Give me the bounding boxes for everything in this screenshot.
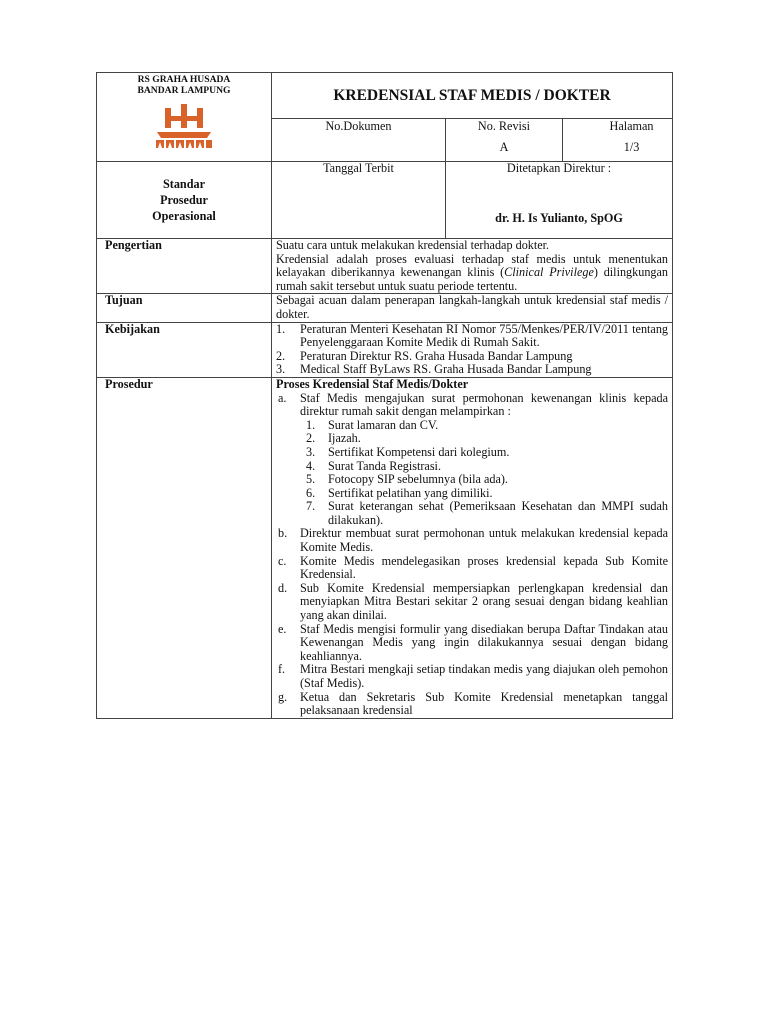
kebijakan-item-text: Peraturan Direktur RS. Graha Husada Bandar Lampung (300, 348, 573, 363)
step-letter: a. (278, 390, 287, 405)
step-letter: g. (278, 689, 288, 704)
prosedur-step (276, 527, 668, 554)
tujuan-text: Sebagai acuan dalam penerapan langkah-langkah untuk kredensial staf medis / dokter. (272, 294, 673, 322)
prosedur-heading: Proses Kredensial Staf Medis/Dokter (276, 376, 469, 391)
kebijakan-item-number: 2. (276, 348, 286, 363)
step-text: Sub Komite Kredensial mempersiapkan perlengkapan kredensial dan menyiapkan Mitra Bestari sekitar 2 orang sesuai dengan bidang keahlian yang akan dinilai. (300, 580, 669, 623)
pengertian-text-b: ) dilingkungan rumah sakit tersebut untuk suatu periode tertentu. (276, 265, 669, 293)
hospital-logo-icon (153, 102, 215, 150)
prosedur-content (272, 377, 673, 718)
step-letter: e. (278, 621, 287, 636)
hospital-header-cell (97, 73, 272, 162)
kebijakan-content (272, 322, 673, 377)
pengertian-content (272, 239, 673, 294)
spo-line3: Operasional (152, 209, 216, 223)
clinical-privilege-term: Clinical Privilege (504, 265, 594, 280)
step-text: Komite Medis mendelegasikan proses kredensial kepada Sub Komite Kredensial. (300, 553, 669, 582)
document-item (300, 446, 668, 460)
ditetapkan-label: Ditetapkan Direktur : (506, 161, 612, 175)
step-text: Staf Medis mengisi formulir yang disediakan berupa Daftar Tindakan atau Kewenangan Medis yang ingin dilakukannya sesuai dengan bidang keahliannya. (300, 621, 669, 663)
prosedur-step (276, 623, 668, 664)
kebijakan-item-number: 1. (276, 321, 286, 336)
document-number: 4. (306, 458, 316, 473)
halaman-label: Halaman (609, 119, 654, 133)
spo-cell (97, 162, 272, 239)
spo-line2: Prosedur (160, 193, 208, 207)
document-item (300, 460, 668, 474)
document-number: 2. (306, 431, 316, 446)
kebijakan-item (276, 323, 668, 350)
no-dokumen-label: No.Dokumen (325, 119, 392, 133)
halaman-cell (563, 119, 673, 162)
prosedur-steps (276, 392, 668, 718)
kebijakan-label: Kebijakan (97, 322, 272, 377)
document-text: Surat keterangan sehat (Pemeriksaan Kesehatan dan MMPI sudah dilakukan). (328, 499, 669, 527)
step-letter: b. (278, 526, 288, 541)
no-dokumen-cell (272, 119, 446, 162)
spo-line1: Standar (163, 177, 205, 191)
document-number: 5. (306, 472, 316, 487)
pengertian-paragraph2 (276, 253, 668, 294)
tanggal-terbit-cell (272, 162, 446, 239)
step-text: Ketua dan Sekretaris Sub Komite Kredensial menetapkan tanggal pelaksanaan kredensial (300, 689, 669, 718)
tanggal-terbit-label: Tanggal Terbit (323, 161, 394, 175)
sop-document-table (96, 72, 673, 719)
prosedur-step (276, 392, 668, 528)
kebijakan-item-number: 3. (276, 362, 286, 377)
kebijakan-item (276, 350, 668, 364)
no-revisi-label: No. Revisi (477, 119, 531, 133)
document-text: Fotocopy SIP sebelumnya (bila ada). (328, 472, 508, 487)
hospital-name-line2: BANDAR LAMPUNG (137, 84, 231, 96)
document-number: 6. (306, 485, 316, 500)
prosedur-step (276, 663, 668, 690)
document-item (300, 473, 668, 487)
prosedur-step (276, 582, 668, 623)
step-text: Mitra Bestari mengkaji setiap tindakan medis yang diajukan oleh pemohon (Staf Medis). (300, 662, 669, 690)
document-item (300, 487, 668, 501)
document-item (300, 500, 668, 527)
document-text: Sertifikat Kompetensi dari kolegium. (328, 444, 510, 459)
kebijakan-item-text: Medical Staff ByLaws RS. Graha Husada Bandar Lampung (300, 362, 592, 377)
prosedur-step (276, 691, 668, 718)
halaman-value: 1/3 (623, 140, 640, 154)
document-text: Sertifikat pelatihan yang dimiliki. (328, 485, 493, 500)
document-item (300, 432, 668, 446)
prosedur-label: Prosedur (97, 377, 272, 718)
kebijakan-list (276, 323, 668, 377)
pengertian-text-a: Kredensial adalah proses evaluasi terhadap staf medis untuk menentukan kelayakan diberikannya kewenangan klinis ( (276, 251, 669, 280)
required-documents-list (300, 419, 668, 528)
prosedur-step (276, 555, 668, 582)
no-revisi-value: A (499, 140, 509, 154)
kebijakan-item-text: Peraturan Menteri Kesehatan RI Nomor 755/Menkes/PER/IV/2011 tentang Penyelenggaraan Komite Medik di Rumah Sakit. (300, 321, 669, 350)
ditetapkan-cell (446, 162, 673, 239)
document-number: 7. (306, 499, 316, 514)
document-title: KREDENSIAL STAF MEDIS / DOKTER (272, 73, 673, 119)
pengertian-label: Pengertian (97, 239, 272, 294)
no-revisi-cell (446, 119, 563, 162)
document-text: Surat lamaran dan CV. (328, 417, 439, 432)
step-letter: c. (278, 553, 287, 568)
document-number: 1. (306, 417, 316, 432)
step-letter: d. (278, 580, 288, 595)
step-letter: f. (278, 662, 286, 677)
kebijakan-item (276, 363, 668, 377)
document-text: Ijazah. (328, 431, 361, 446)
hospital-name-line1: RS GRAHA HUSADA (137, 74, 231, 85)
step-text: Staf Medis mengajukan surat permohonan kewenangan klinis kepada direktur rumah sakit dengan melampirkan : (300, 390, 669, 419)
document-item (300, 419, 668, 433)
tujuan-label: Tujuan (97, 294, 272, 322)
pengertian-line1: Suatu cara untuk melakukan kredensial terhadap dokter. (276, 238, 550, 252)
step-text: Direktur membuat surat permohonan untuk melakukan kredensial kepada Komite Medis. (300, 526, 669, 555)
direktur-name: dr. H. Is Yulianto, SpOG (495, 210, 623, 225)
document-text: Surat Tanda Registrasi. (328, 458, 441, 473)
document-number: 3. (306, 444, 316, 459)
